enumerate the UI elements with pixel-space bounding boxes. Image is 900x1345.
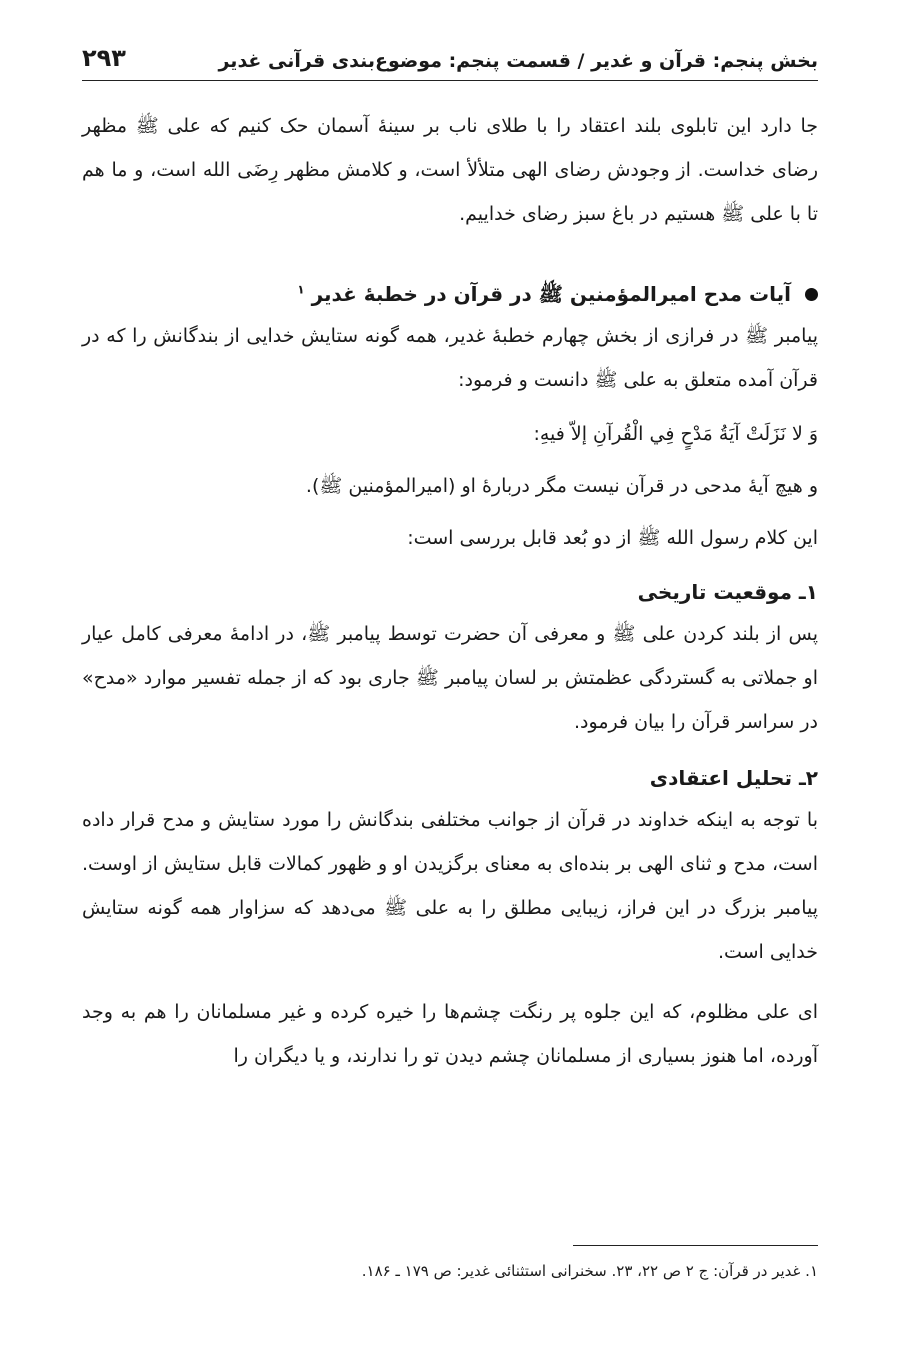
closing-paragraph: ای علی مظلوم، که این جلوه پر رنگت چشم‌ها را خیره کرده و غیر مسلمانان را هم به وجد آورده، اما هنوز بسیاری از مسلمانان چشم دیدن تو را ندارند، و یا دیگران را: [82, 1001, 818, 1067]
section-paragraph: پیامبر ﷺ در فرازی از بخش چهارم خطبهٔ غدیر، همه گونه ستایش خدایی از بندگانش را که در قرآن آمده متعلق به علی ﷺ دانست و فرمود:: [82, 325, 818, 391]
intro-paragraph: جا دارد این تابلوی بلند اعتقاد را با طلای ناب بر سینهٔ آسمان حک کنیم که علی ﷺ مظهر رضای خداست. از وجودش رضای الهی متلألأ است، و کلامش مظهر رِضَی الله است، و ما هم تا با علی ﷺ هستیم در باغ سبز رضای خداییم.: [82, 115, 818, 225]
subsection-paragraph-2: با توجه به اینکه خداوند در قرآن از جوانب مختلفی بندگانش را مورد ستایش و مدح قرار داده است، مدح و ثنای الهی بر بنده‌ای به معنای برگزیدن او و ظهور کمالات قابل ستایش از اوست. پیامبر بزرگ در این فراز، زیبایی مطلق را به علی ﷺ می‌دهد که سزاوار همه گونه ستایش خدایی است.: [82, 809, 818, 963]
page-header: [82, 32, 818, 81]
page-number: ۲۹۳: [82, 44, 126, 72]
page-body: [82, 104, 818, 1078]
section-heading: [82, 274, 818, 314]
arabic-quote: وَ لا نَزَلَتْ آيَةُ مَدْحٍ فِي الْقُرآنِ إلاّ فيهِ:: [533, 423, 818, 445]
subsection-paragraph-1: پس از بلند کردن علی ﷺ و معرفی آن حضرت توسط پیامبر ﷺ، در ادامهٔ معرفی کامل عیار او جملاتی به گستردگی عظمتش بر لسان پیامبر ﷺ جاری بود که از جمله تفسیر موارد «مدح» در سراسر قرآن را بیان فرمود.: [82, 623, 818, 733]
footnote-divider: [573, 1245, 818, 1246]
footnote-ref: ۱: [297, 282, 305, 297]
subsection-title-1: ۱ـ موقعیت تاریخی: [637, 580, 818, 604]
section-title: آیات مدح امیرالمؤمنین ﷺ در قرآن در خطبهٔ غدیر: [311, 282, 791, 306]
bullet-icon: [805, 288, 818, 301]
section-paragraph-2: این کلام رسول الله ﷺ از دو بُعد قابل بررسی است:: [407, 527, 818, 549]
footnote: ۱. غدیر در قرآن: ج ۲ ص ۲۲، ۲۳. سخنرانی استثنائی غدیر: ص ۱۷۹ ـ ۱۸۶.: [361, 1262, 818, 1280]
running-head: بخش پنجم: قرآن و غدیر / قسمت پنجم: موضوع‌بندی قرآنی غدیر: [218, 50, 818, 72]
subsection-title-2: ۲ـ تحلیل اعتقادی: [649, 766, 818, 790]
quote-translation: و هیچ آیهٔ مدحی در قرآن نیست مگر دربارهٔ او (امیرالمؤمنین ﷺ).: [305, 475, 818, 497]
